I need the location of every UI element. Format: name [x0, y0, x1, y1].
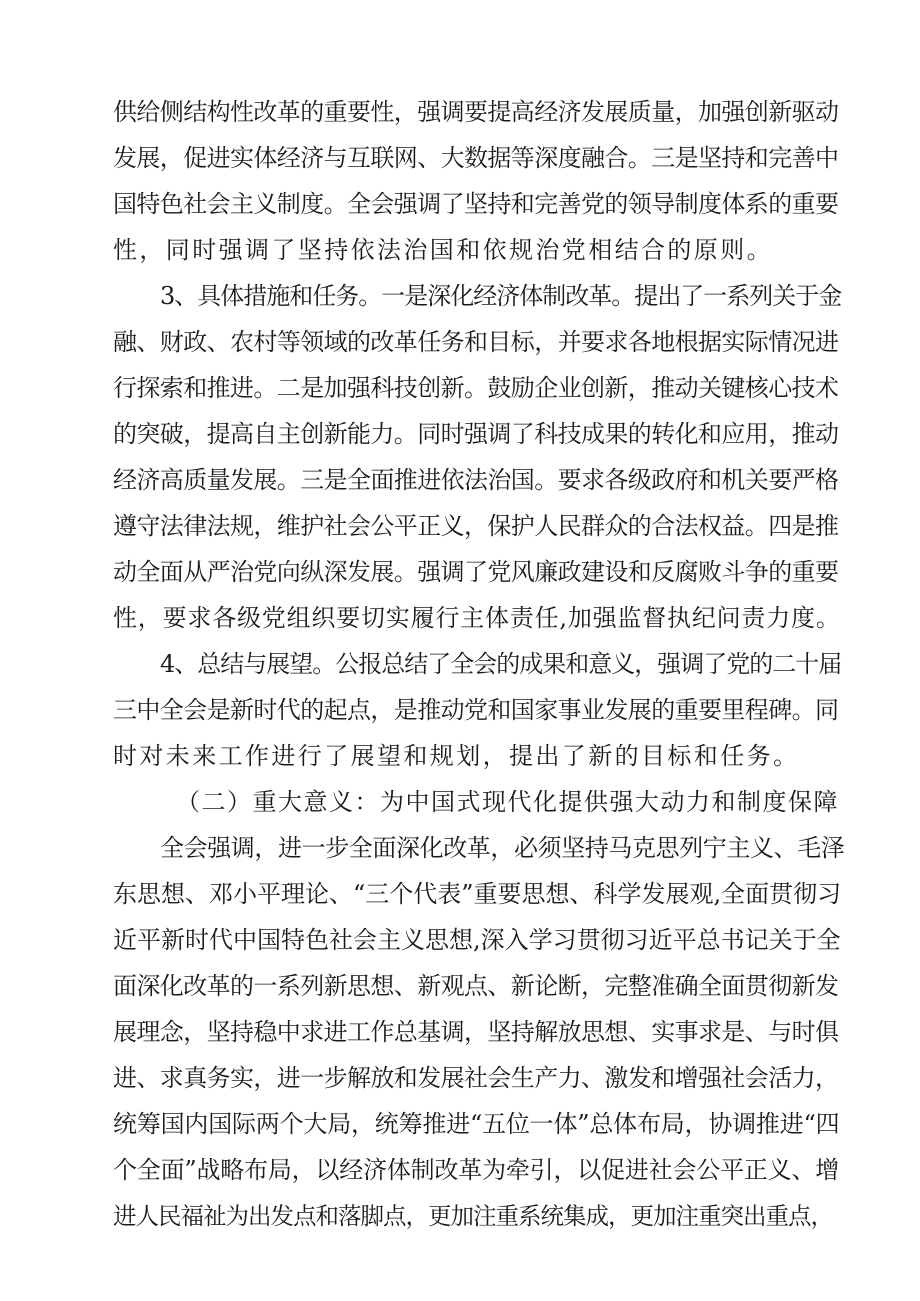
text-line: 融、财政、农村等领域的改革任务和目标，并要求各地根据实际情况进	[113, 328, 839, 356]
text-line: 展理念，坚持稳中求进工作总基调，坚持解放思想、实事求是、与时俱	[113, 1018, 839, 1046]
subsection-heading: （二）重大意义：为中国式现代化提供强大动力和制度保障	[176, 788, 839, 816]
text-line: 供给侧结构性改革的重要性，强调要提高经济发展质量，加强创新驱动	[113, 98, 839, 126]
text-line: 发展，促进实体经济与互联网、大数据等深度融合。三是坚持和完善中	[113, 144, 839, 172]
text-line: 国特色社会主义制度。全会强调了坚持和完善党的领导制度体系的重要	[113, 190, 839, 218]
text-line: 东思想、邓小平理论、“三个代表”重要思想、科学发展观,全面贯彻习	[113, 880, 842, 908]
text-line: 统筹国内国际两个大局，统筹推进“五位一体”总体布局，协调推进“四	[113, 1110, 840, 1138]
text-line: 近平新时代中国特色社会主义思想,深入学习贯彻习近平总书记关于全	[113, 926, 841, 954]
section-3-heading-line: 3、具体措施和任务。一是深化经济体制改革。提出了一系列关于金	[160, 282, 842, 310]
text-line: 遵守法律法规，维护社会公平正义，保护人民群众的合法权益。四是推	[113, 512, 839, 540]
paragraph-start-line: 全会强调，进一步全面深化改革，必须坚持马克思列宁主义、毛泽	[160, 834, 845, 862]
section-4-heading-line: 4、总结与展望。公报总结了全会的成果和意义，强调了党的二十届	[160, 650, 842, 678]
text-line: 动全面从严治党向纵深发展。强调了党风廉政建设和反腐败斗争的重要	[113, 558, 839, 586]
text-line: 行探索和推进。二是加强科技创新。鼓励企业创新，推动关键核心技术	[113, 374, 839, 402]
text-line: 经济高质量发展。三是全面推进依法治国。要求各级政府和机关要严格	[113, 466, 839, 494]
text-line: 性，同时强调了坚持依法治国和依规治党相结合的原则。	[113, 236, 773, 264]
text-line: 三中全会是新时代的起点，是推动党和国家事业发展的重要里程碑。同	[113, 696, 839, 724]
text-line: 进、求真务实，进一步解放和发展社会生产力、激发和增强社会活力，	[113, 1064, 839, 1092]
text-line: 的突破，提高自主创新能力。同时强调了科技成果的转化和应用，推动	[113, 420, 839, 448]
text-line: 性，要求各级党组织要切实履行主体责任,加强监督执纪问责力度。	[113, 604, 841, 632]
text-line: 时对未来工作进行了展望和规划，提出了新的目标和任务。	[113, 742, 800, 770]
text-line: 个全面”战略布局，以经济体制改革为牵引，以促进社会公平正义、增	[113, 1156, 840, 1184]
text-line: 面深化改革的一系列新思想、新观点、新论断，完整准确全面贯彻新发	[113, 972, 839, 1000]
text-line: 进人民福祉为出发点和落脚点，更加注重系统集成，更加注重突出重点，	[113, 1202, 833, 1230]
